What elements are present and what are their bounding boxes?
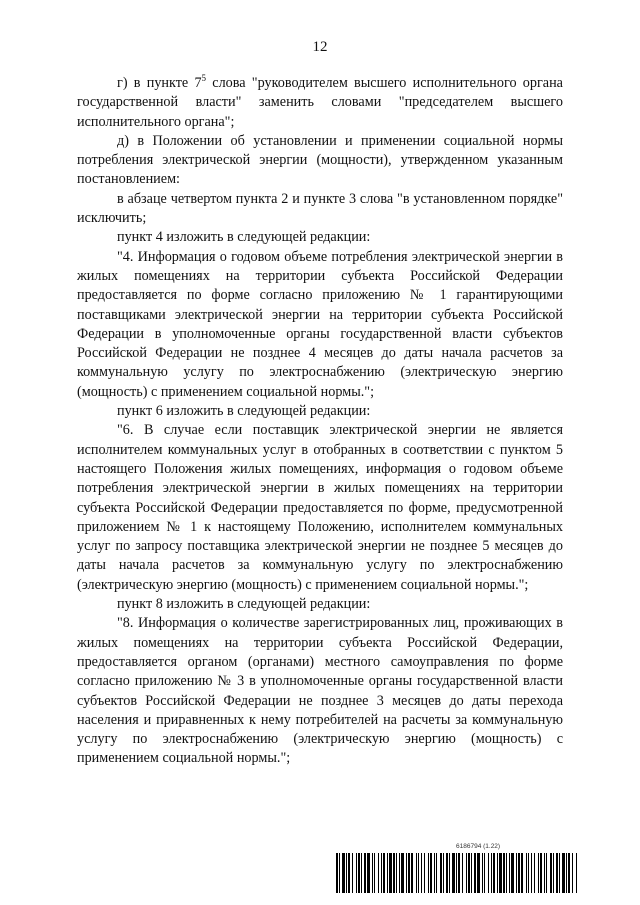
page-number: 12 bbox=[312, 39, 328, 55]
paragraph-point-4-intro: пункт 4 изложить в следующей редакции: bbox=[117, 229, 371, 246]
paragraph-amend-points-2-3: в абзаце четвертом пункта 2 и пункте 3 слова "в установленном порядке" исключить; bbox=[77, 190, 563, 227]
paragraph-text: г) в пункте 7 bbox=[117, 75, 202, 91]
paragraph-text-continued: слова "руководителем высшего исполнительного органа государственной власти" заменить словами "председателем высшего исполнительного органа"; bbox=[77, 75, 563, 130]
barcode-caption: 6186794 (1.22) bbox=[456, 843, 501, 850]
document-body bbox=[77, 74, 563, 769]
paragraph-item-d: д) в Положении об установлении и применении социальной нормы потребления электрической энергии (мощности), утвержденном указанным постановлением: bbox=[77, 132, 563, 188]
paragraph-item-g bbox=[77, 74, 563, 132]
superscript-5: 5 bbox=[201, 73, 207, 83]
barcode-image bbox=[336, 853, 578, 893]
paragraph-point-6-intro: пункт 6 изложить в следующей редакции: bbox=[117, 403, 371, 420]
paragraph-point-4-text: "4. Информация о годовом объеме потребления электрической энергии в жилых помещениях на территории субъекта Российской Федерации предоставляется по форме согласно приложению № 1 гарантирующими поставщиками электрической энергии на территории субъекта Российской Федерации в уполномоченные органы государственной власти субъектов Российской Федерации не позднее 4 месяцев до даты начала расчетов за коммунальную услугу по электроснабжению (электрическую энергию (мощность) с применением социальной нормы."; bbox=[77, 248, 563, 400]
barcode bbox=[336, 843, 578, 895]
paragraph-point-6-text: "6. В случае если поставщик электрической энергии не является исполнителем коммунальных услуг в отобранных в соответствии с пунктом 5 настоящего Положения жилых помещениях, информация о годовом объеме потребления электрической энергии в жилых помещениях на территории субъекта Российской Федерации предоставляется по форме, предусмотренной приложением № 1 к настоящему Положению, исполнителем коммунальных услуг по запросу поставщика электрической энергии не позднее 5 месяцев до даты начала расчетов за коммунальную услугу по электроснабжению (электрическую энергию (мощность) с применением социальной нормы."; bbox=[77, 422, 563, 593]
paragraph-point-8-intro: пункт 8 изложить в следующей редакции: bbox=[117, 596, 371, 613]
paragraph-point-8-text: "8. Информация о количестве зарегистрированных лиц, проживающих в жилых помещениях на территории субъекта Российской Федерации, предоставляется органом (органами) местного самоуправления по форме согласно приложению № 3 в уполномоченные органы государственной власти субъектов Российской Федерации не позднее 3 месяцев до даты перехода населения и приравненных к нему потребителей на расчеты за коммунальную услугу по электроснабжению (электрическую энергию (мощность) с применением социальной нормы."; bbox=[77, 615, 563, 767]
